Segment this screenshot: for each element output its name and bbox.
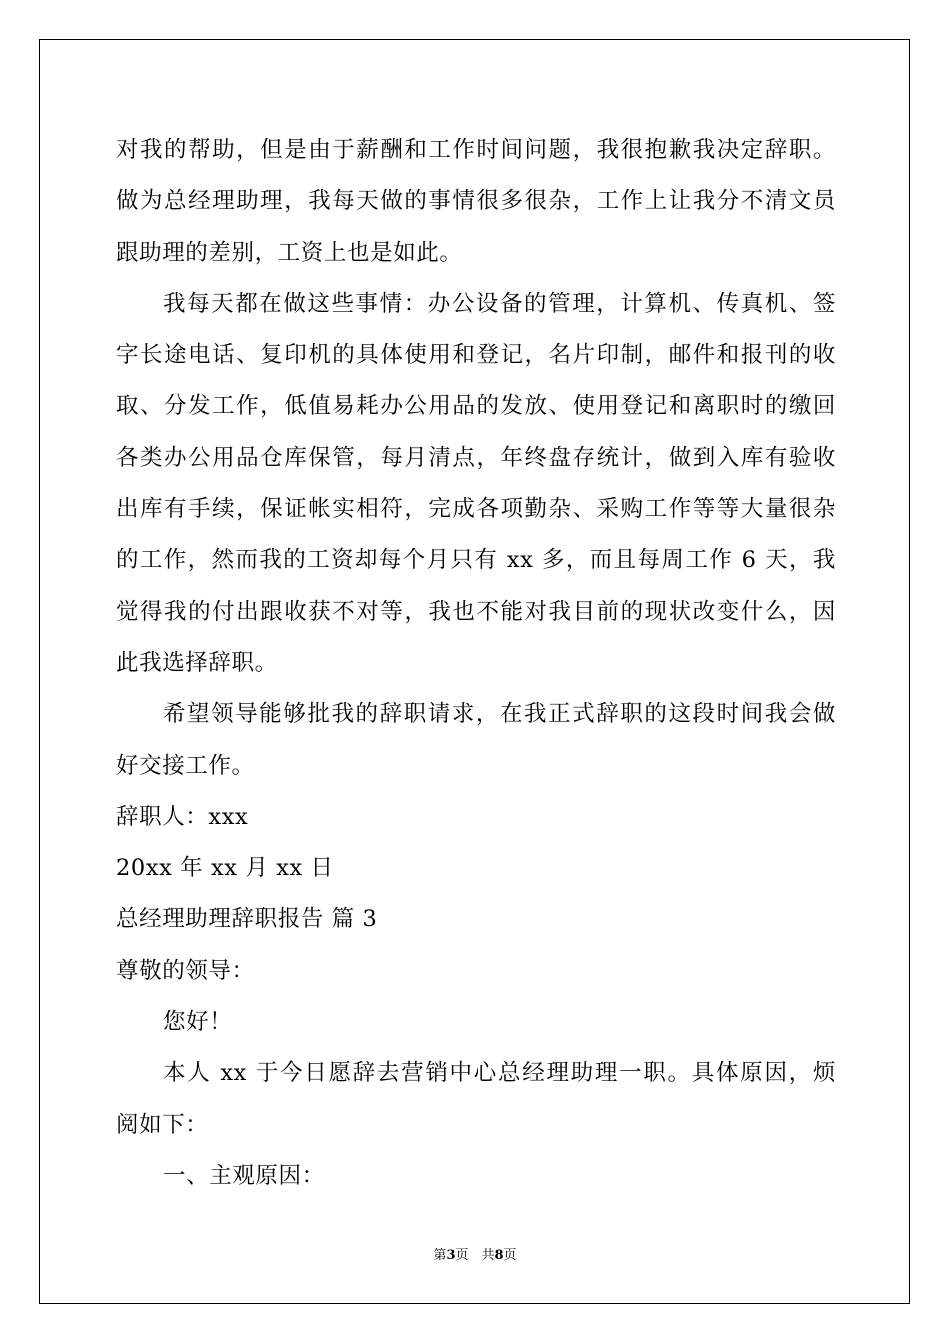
current-page-number: 3 [446,1248,456,1263]
date-line: 20xx 年 xx 月 xx 日 [116,855,334,882]
text-line: 觉得我的付出跟收获不对等，我也不能对我目前的现状改变什么，因 [116,598,836,625]
footer-total-suffix: 页 [503,1248,517,1263]
text-line: 各类办公用品仓库保管，每月清点，年终盘存统计，做到入库有验收 [116,444,836,471]
text-line: 阅如下： [116,1111,209,1138]
document-body [116,125,836,1202]
text-line: 字长途电话、复印机的具体使用和登记，名片印制，邮件和报刊的收 [116,342,836,369]
subheading: 一、主观原因： [163,1162,325,1189]
text-line: 好交接工作。 [116,752,255,779]
text-line: 的工作，然而我的工资却每个月只有 xx 多，而且每周工作 6 天，我 [116,547,836,574]
signature-line: 辞职人：xxx [116,803,249,830]
total-page-number: 8 [494,1248,504,1263]
text-line: 希望领导能够批我的辞职请求，在我正式辞职的这段时间我会做 [163,701,836,728]
footer-prefix: 第 [433,1248,447,1263]
text-line: 对我的帮助，但是由于薪酬和工作时间问题，我很抱歉我决定辞职。 [116,137,836,163]
text-line: 此我选择辞职。 [116,649,278,676]
text-line: 做为总经理助理，我每天做的事情很多很杂，工作上让我分不清文员 [116,188,836,215]
salutation: 尊敬的领导： [116,957,255,984]
text-line: 出库有手续，保证帐实相符，完成各项勤杂、采购工作等等大量很杂 [116,496,836,523]
page-footer [0,1248,950,1264]
text-line: 我每天都在做这些事情：办公设备的管理，计算机、传真机、签 [163,290,836,317]
greeting: 您好！ [163,1009,233,1036]
text-line: 取、分发工作，低值易耗办公用品的发放、使用登记和离职时的缴回 [116,393,836,420]
section-heading: 总经理助理辞职报告 篇 3 [116,906,378,933]
text-line: 本人 xx 于今日愿辞去营销中心总经理助理一职。具体原因，烦 [163,1060,836,1087]
text-line: 跟助理的差别，工资上也是如此。 [116,239,463,266]
footer-page-suffix: 页 共 [455,1248,495,1263]
